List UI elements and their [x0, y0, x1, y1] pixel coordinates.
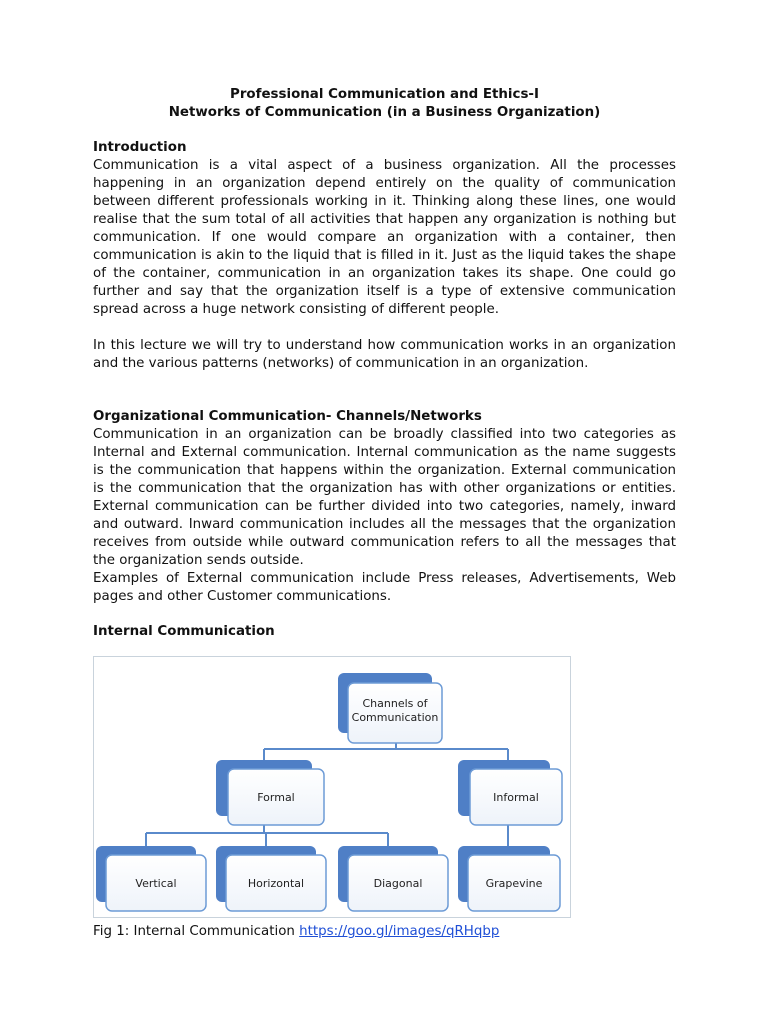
introduction-paragraph-1: Communication is a vital aspect of a business organization. All the processes happening in an organization depend entirely on the quality of communication between different professionals working in it. Thinking along these lines, one would realise that the sum total of all activities that happen any organization is nothing but communication. If one would compare an organization with a container, then communication is akin to the liquid that is filled in it. Just as the liquid takes the shape of the container, communication in an organization takes its shape. One could go further and say that the organization itself is a type of extensive communication spread across a huge network consisting of different people.	[93, 158, 676, 317]
node-formal	[216, 760, 324, 825]
node-formal-label: Formal	[257, 791, 295, 804]
figure-source-link[interactable]: https://goo.gl/images/qRHqbp	[299, 924, 500, 939]
node-diagonal-label: Diagonal	[373, 877, 423, 890]
diagram-connectors	[146, 741, 508, 846]
node-vertical	[96, 846, 206, 911]
node-grapevine-label: Grapevine	[485, 877, 543, 890]
document-title: Professional Communication and Ethics-I	[230, 87, 539, 102]
node-horizontal-label: Horizontal	[247, 877, 305, 890]
org-communication-paragraph-1: Communication in an organization can be broadly classified into two categories as Internal and External communication. Internal communication as the name suggests is the communication that happens within the organization. External communication is the communication that the organization has with other organizations or entities. External communication can be further divided into two categories, namely, inward and outward. Inward communication includes all the messages that the organization receives from outside while outward communication refers to all the messages that the organization sends outside.	[93, 427, 676, 568]
internal-communication-heading: Internal Communication	[93, 624, 275, 639]
node-informal-label: Informal	[493, 791, 539, 804]
figure-caption-text: Fig 1: Internal Communication	[93, 924, 300, 939]
introduction-paragraph-2: In this lecture we will try to understand how communication works in an organization and the various patterns (networks) of communication in an organization.	[93, 338, 676, 371]
node-root-label-1: Channels of	[362, 697, 428, 710]
channels-diagram	[93, 656, 571, 918]
node-grapevine	[458, 846, 560, 911]
node-vertical-label: Vertical	[135, 877, 177, 890]
figure-caption	[93, 923, 499, 941]
org-communication-heading: Organizational Communication- Channels/Networks	[93, 409, 482, 424]
node-channels-of-communication	[338, 673, 442, 743]
node-horizontal	[216, 846, 326, 911]
channels-diagram-svg	[94, 657, 570, 917]
org-communication-paragraph-2: Examples of External communication include Press releases, Advertisements, Web pages and other Customer communications.	[93, 571, 676, 604]
node-root-label-2: Communication	[351, 711, 439, 724]
node-informal	[458, 760, 562, 825]
node-diagonal	[338, 846, 448, 911]
document-subtitle: Networks of Communication (in a Business Organization)	[168, 105, 601, 120]
introduction-heading: Introduction	[93, 140, 187, 155]
